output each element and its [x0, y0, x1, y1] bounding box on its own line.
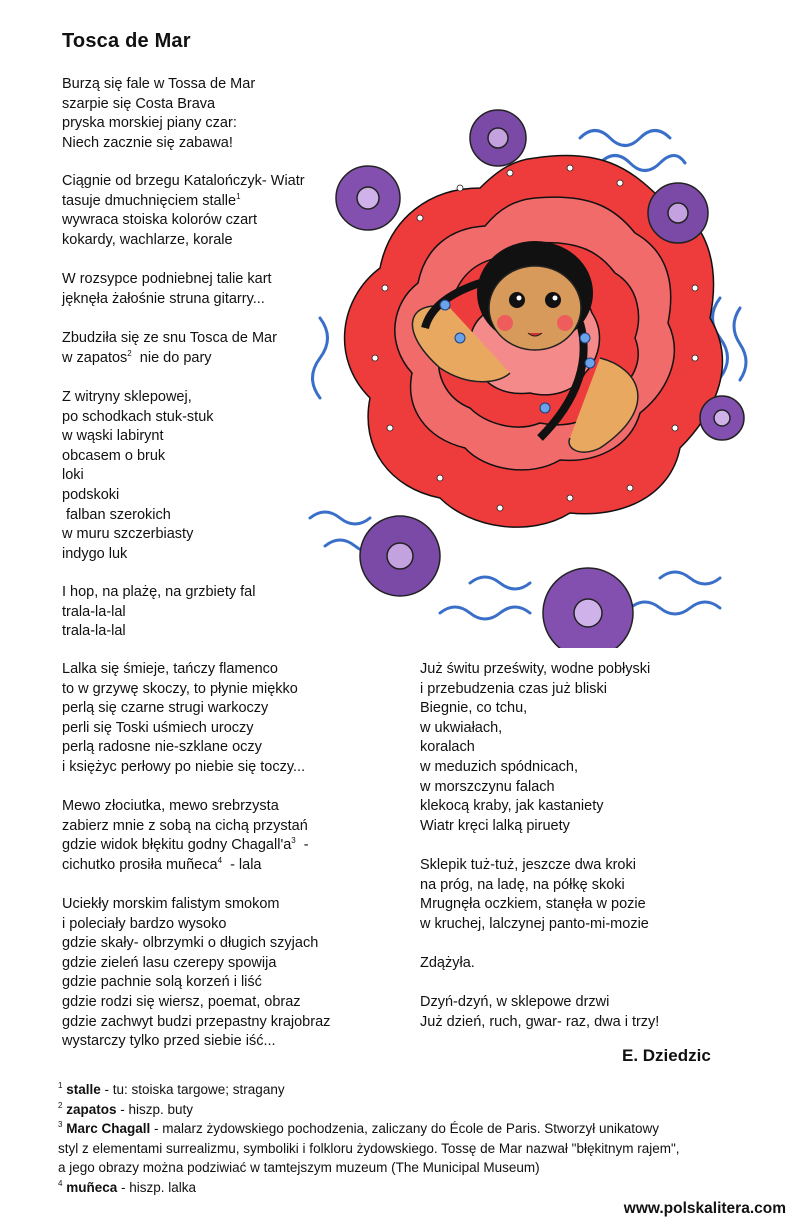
footnote-ref: 3: [291, 836, 296, 846]
footnote-4: $^4$ muñeca - hiszp. lalka: [58, 1178, 197, 1195]
poem-line: I hop, na plażę, na grzbiety fal: [62, 584, 256, 600]
poem-title: Tosca de Mar: [62, 30, 191, 52]
poem-line: loki: [62, 467, 84, 484]
poem-line: w meduzich spódnicach,: [420, 758, 578, 775]
poem-line: w ukwiałach,: [420, 719, 503, 736]
stanza-13: [420, 993, 659, 1032]
poem-line: Sklepik tuż-tuż, jeszcze dwa kroki: [420, 857, 636, 873]
stanza-2: [62, 172, 305, 250]
poem-line: Mrugnęła oczkiem, stanęła w pozie: [420, 896, 646, 913]
footnote-ref: 4: [217, 855, 223, 865]
poem-line: w morszczynu falach: [420, 778, 555, 795]
footnote-ref: 2: [127, 348, 132, 358]
footnote-3-continuation: a jego obrazy można podziwiać w tamtejszym muzeum (The Municipal Museum): [58, 1160, 540, 1175]
poem-line: gdzie zieleń lasu czerepy spowija: [62, 954, 277, 971]
poem-line: jęknęła żałośnie struna gitarry...: [62, 290, 265, 307]
poem-line: kokardy, wachlarze, korale: [62, 231, 233, 248]
stanza-9: [62, 895, 330, 1052]
poem-line: po schodkach stuk-stuk: [62, 408, 214, 425]
poem-line: Ciągnie od brzegu Katalończyk- Wiatr: [62, 173, 305, 189]
poem-line: Dzyń-dzyń, w sklepowe drzwi: [420, 994, 610, 1010]
poem-line: trala-la-lal: [62, 603, 126, 620]
poem-line: pryska morskiej piany czar:: [62, 115, 237, 132]
stanza-11: [420, 856, 649, 934]
poem-line: Już świtu prześwity, wodne pobłyski: [420, 661, 651, 677]
footnote-3: $^3$ Marc Chagall - malarz żydowskiego pochodzenia, zaliczany do École de Paris. Stworzył unikatowy: [58, 1120, 659, 1136]
poem-line: koralach: [420, 739, 475, 756]
poem-line: Mewo złociutka, mewo srebrzysta: [62, 798, 279, 814]
poem-line: wywraca stoiska kolorów czart: [62, 212, 257, 229]
stanza-3: [62, 270, 272, 309]
poem-line: perlą się czarne strugi warkoczy: [62, 700, 269, 717]
poem-line: obcasem o bruk: [62, 447, 166, 464]
footnotes: [58, 1080, 778, 1197]
poem-line: gdzie pachnie solą korzeń i liść: [62, 974, 262, 991]
poem-line: trala-la-lal: [62, 623, 126, 640]
doll-eye-right: [545, 292, 561, 308]
poem-line: Burzą się fale w Tossa de Mar: [62, 76, 256, 92]
stanza-6: [62, 583, 255, 642]
doll-eye-left: [509, 292, 525, 308]
footnote-1: $^1$ stalle - tu: stoiska targowe; stragany: [58, 1081, 285, 1097]
stanza-7: [62, 660, 305, 778]
poem-line: i księżyc perłowy po niebie się toczy...: [62, 758, 306, 775]
poem-line: gdzie zachwyt budzi przepastny krajobraz: [62, 1013, 331, 1030]
poem-line: gdzie widok błękitu godny $Chagall'a^3$ -: [62, 836, 309, 854]
poem-line: to w grzywę skoczy, to płynie miękko: [62, 680, 298, 697]
author-signature: E. Dziedzic: [622, 1046, 711, 1065]
poem-line: Zdążyła.: [420, 955, 475, 971]
stanza-1: [62, 75, 255, 153]
poem-line: i przebudzenia czas już bliski: [420, 680, 607, 697]
poem-line: Wiatr kręci lalką piruety: [420, 817, 570, 834]
footnote-ref: 1: [236, 191, 241, 201]
poem-line: gdzie skały- olbrzymki o długich szyjach: [62, 935, 319, 952]
stanza-10: [420, 660, 650, 836]
flamenco-doll-illustration: [300, 68, 770, 648]
stanza-5: [62, 388, 214, 564]
poem-line: Uciekły morskim falistym smokom: [62, 896, 280, 912]
stanza-12: [420, 954, 475, 974]
poem-line: Biegnie, co tchu,: [420, 700, 528, 717]
poem-line: zabierz mnie z sobą na cichą przystań: [62, 817, 308, 834]
doll-cheek-right: [557, 315, 573, 331]
poem-line: w wąski labirynt: [62, 428, 164, 445]
poem-line: w zapatos$^2$ nie do pary: [62, 348, 212, 366]
poem-line: gdzie rodzi się wiersz, poemat, obraz: [62, 993, 301, 1010]
poem-line: klekocą kraby, jak kastaniety: [420, 798, 604, 815]
poem-line: w kruchej, lalczynej panto-mi-mozie: [420, 915, 649, 932]
poem-line: na próg, na ladę, na półkę skoki: [420, 876, 625, 893]
poem-line: tasuje dmuchnięciem stalle$^1$: [62, 191, 241, 209]
poem-line: wystarczy tylko przed siebie iść...: [62, 1033, 276, 1050]
poem-line: perlą radosne nie-szklane oczy: [62, 739, 262, 756]
poem-line: w muru szczerbiasty: [62, 526, 194, 543]
poem-line: podskoki: [62, 486, 120, 503]
doll-face: [489, 266, 581, 350]
poem-line: szarpie się Costa Brava: [62, 95, 216, 112]
stanza-4: [62, 329, 277, 368]
poem-line: Lalka się śmieje, tańczy flamenco: [62, 661, 278, 677]
footnote-3-continuation: styl z elementami surrealizmu, symboliki i folkloru żydowskiego. Tossę de Mar nazwał "błękitnym rajem",: [58, 1140, 680, 1156]
poem-line: perli się Toski uśmiech uroczy: [62, 719, 254, 736]
website-link[interactable]: www.polskalitera.com: [623, 1200, 786, 1217]
poem-line: W rozsypce podniebnej talie kart: [62, 271, 272, 287]
poem-line: Niech zacznie się zabawa!: [62, 134, 233, 151]
stanza-8: [62, 797, 309, 875]
poem-line: Zbudziła się ze snu Tosca de Mar: [62, 330, 277, 346]
doll-cheek-left: [497, 315, 513, 331]
poem-line: i poleciały bardzo wysoko: [62, 915, 227, 932]
poem-line: Z witryny sklepowej,: [62, 389, 192, 405]
poem-line: cichutko prosiła muñeca$^4$ - lala: [62, 855, 262, 873]
footnote-2: $^2$ zapatos - hiszp. buty: [58, 1100, 194, 1117]
poem-line: falban szerokich: [62, 506, 171, 523]
poem-line: indygo luk: [62, 545, 128, 562]
poem-line: Już dzień, ruch, gwar- raz, dwa i trzy!: [420, 1013, 660, 1030]
